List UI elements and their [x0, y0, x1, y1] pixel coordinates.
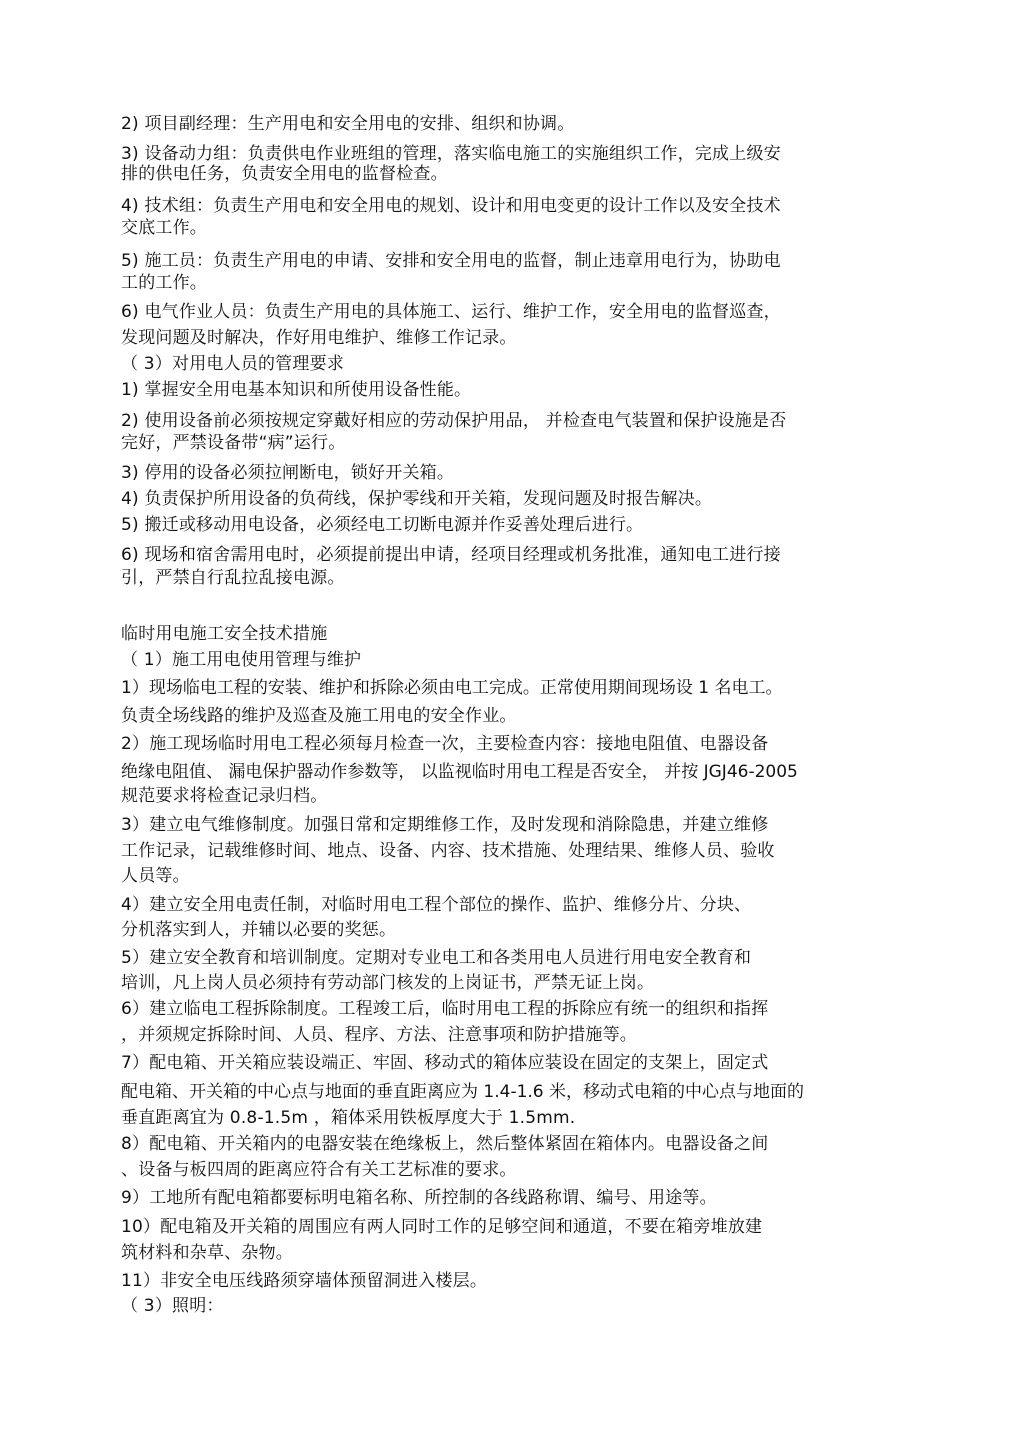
text-line: 5) 施工员：负责生产用电的申请、安排和安全用电的监督，制止违章用电行为，协助电	[121, 251, 781, 271]
text-line: 培训，凡上岗人员必须持有劳动部门核发的上岗证书，严禁无证上岗。	[121, 973, 655, 993]
subsection-heading: （ 1）施工用电使用管理与维护	[121, 650, 362, 670]
text-line: 2）施工现场临时用电工程必须每月检查一次，主要检查内容：接地电阻值、电器设备	[121, 734, 769, 754]
text-line: 配电箱、开关箱的中心点与地面的垂直距离应为 1.4-1.6 米，移动式电箱的中心点与地面的	[121, 1082, 805, 1102]
text-line: 工的工作。	[121, 273, 207, 293]
text-line: 9）工地所有配电箱都要标明电箱名称、所控制的各线路称谓、编号、用途等。	[121, 1188, 717, 1208]
text-line: 发现问题及时解决，作好用电维护、维修工作记录。	[121, 328, 517, 348]
text-line: 规范要求将检查记录归档。	[121, 786, 328, 806]
text-line: 11）非安全电压线路须穿墙体预留洞进入楼层。	[121, 1271, 488, 1291]
text-line: 垂直距离宜为 0.8-1.5m ，箱体采用铁板厚度大于 1.5mm.	[121, 1108, 576, 1128]
text-line: 6) 现场和宿舍需用电时，必须提前提出申请，经项目经理或机务批准，通知电工进行接	[121, 545, 781, 565]
text-line: 8）配电箱、开关箱内的电器安装在绝缘板上，然后整体紧固在箱体内。电器设备之间	[121, 1134, 769, 1154]
text-line: 人员等。	[121, 866, 190, 886]
text-line: 2) 项目副经理：生产用电和安全用电的安排、组织和协调。	[121, 114, 575, 134]
text-line: （ 3）对用电人员的管理要求	[121, 354, 345, 374]
text-line: 10）配电箱及开关箱的周围应有两人同时工作的足够空间和通道，不要在箱旁堆放建	[121, 1217, 763, 1237]
text-line: 绝缘电阻值、 漏电保护器动作参数等， 以监视临时用电工程是否安全， 并按 JGJ46-2005	[121, 762, 798, 782]
text-line: 1）现场临电工程的安装、维护和拆除必须由电工完成。正常使用期间现场设 1 名电工。	[121, 678, 783, 698]
text-line: 5）建立安全教育和培训制度。定期对专业电工和各类用电人员进行用电安全教育和	[121, 948, 752, 968]
text-line: 交底工作。	[121, 218, 207, 238]
text-line: 分机落实到人，并辅以必要的奖惩。	[121, 920, 397, 940]
text-line: 6) 电气作业人员：负责生产用电的具体施工、运行、维护工作，安全用电的监督巡查，	[121, 302, 781, 322]
text-line: 3) 设备动力组：负责供电作业班组的管理，落实临电施工的实施组织工作，完成上级安	[121, 144, 781, 164]
subsection-heading: （ 3）照明：	[121, 1296, 224, 1316]
text-line: 4) 技术组：负责生产用电和安全用电的规划、设计和用电变更的设计工作以及安全技术	[121, 196, 781, 216]
text-line: 2) 使用设备前必须按规定穿戴好相应的劳动保护用品， 并检查电气装置和保护设施是否	[121, 411, 787, 431]
text-line: 3）建立电气维修制度。加强日常和定期维修工作，及时发现和消除隐患，并建立维修	[121, 815, 769, 835]
text-line: 筑材料和杂草、杂物。	[121, 1243, 293, 1263]
text-line: 排的供电任务，负责安全用电的监督检查。	[121, 164, 448, 184]
section-heading: 临时用电施工安全技术措施	[121, 624, 328, 644]
text-line: 4）建立安全用电责任制，对临时用电工程个部位的操作、监护、维修分片、分块、	[121, 895, 752, 915]
text-line: 4) 负责保护所用设备的负荷线，保护零线和开关箱，发现问题及时报告解决。	[121, 489, 713, 509]
text-line: 负责全场线路的维护及巡查及施工用电的安全作业。	[121, 706, 517, 726]
text-line: 完好，严禁设备带“病”运行。	[121, 433, 346, 453]
text-line: 5) 搬迁或移动用电设备，必须经电工切断电源并作妥善处理后进行。	[121, 515, 644, 535]
text-line: 7）配电箱、开关箱应装设端正、牢固、移动式的箱体应装设在固定的支架上，固定式	[121, 1053, 769, 1073]
text-line: 1) 掌握安全用电基本知识和所使用设备性能。	[121, 380, 472, 400]
text-line: 、设备与板四周的距离应符合有关工艺标准的要求。	[121, 1160, 517, 1180]
text-line: 3) 停用的设备必须拉闸断电，锁好开关箱。	[121, 463, 455, 483]
text-line: 工作记录，记载维修时间、地点、设备、内容、技术措施、处理结果、维修人员、验收	[121, 841, 775, 861]
text-line: ，并须规定拆除时间、人员、程序、方法、注意事项和防护措施等。	[121, 1025, 637, 1045]
text-line: 6）建立临电工程拆除制度。工程竣工后，临时用电工程的拆除应有统一的组织和指挥	[121, 999, 769, 1019]
text-line: 引，严禁自行乱拉乱接电源。	[121, 568, 345, 588]
